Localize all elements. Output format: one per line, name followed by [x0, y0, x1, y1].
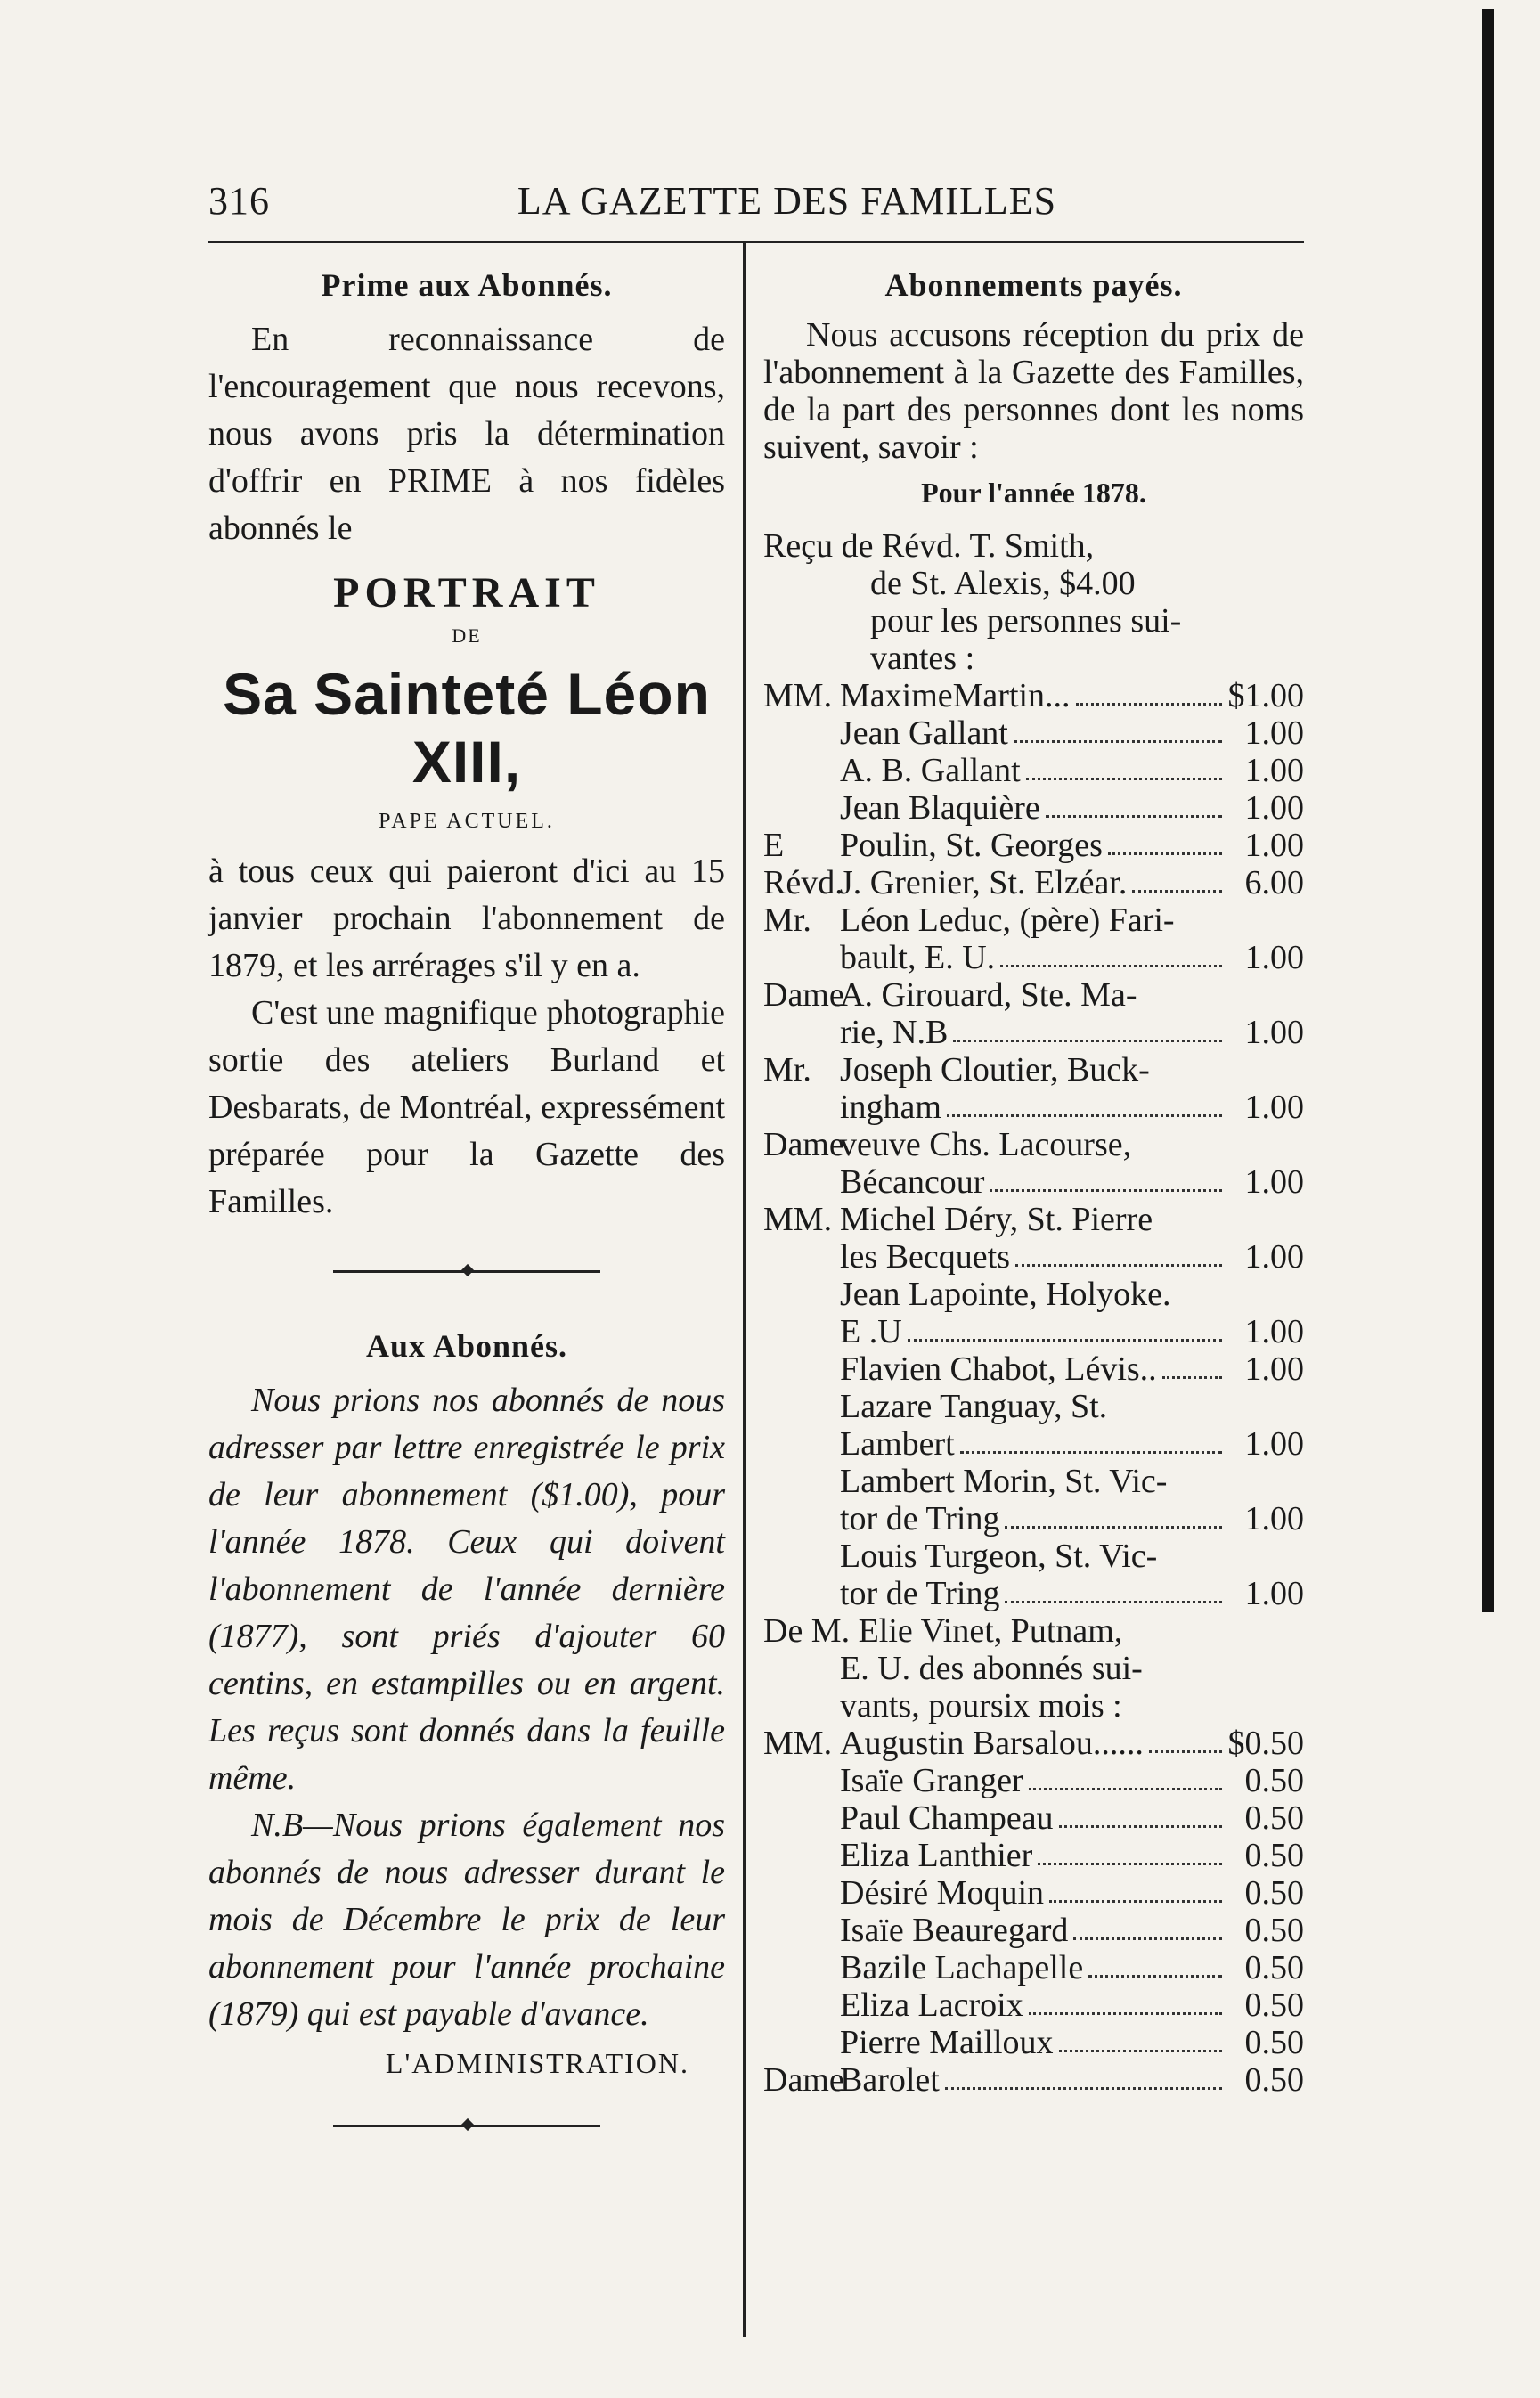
list-item — [763, 1762, 1304, 1799]
list-item — [763, 939, 1304, 976]
entry-amount: 1.00 — [1244, 827, 1304, 864]
list-item — [763, 1089, 1304, 1126]
entry-name: Jean Blaquière — [840, 789, 1040, 827]
entry-amount: 1.00 — [1244, 1500, 1304, 1537]
year-subheading: Pour l'année 1878. — [921, 477, 1146, 509]
entry-name: Poulin, St. Georges — [840, 827, 1103, 864]
entry-amount: 1.00 — [1244, 1313, 1304, 1350]
list-item — [763, 1014, 1304, 1051]
list-item — [763, 2061, 1304, 2099]
entry-amount: 1.00 — [1244, 1238, 1304, 1276]
list-item — [763, 1313, 1304, 1350]
list-item — [763, 1537, 1304, 1575]
entry-name: Barolet — [840, 2061, 940, 2099]
list-item — [763, 752, 1304, 789]
leader-dots — [1038, 1863, 1222, 1865]
leader-dots — [1049, 1900, 1222, 1903]
list-item — [763, 789, 1304, 827]
recu-cont-1: de St. Alexis, $4.00 — [870, 565, 1136, 602]
entry-name: Désiré Moquin — [840, 1874, 1045, 1912]
vinet-line-1: De M. Elie Vinet, Putnam, — [763, 1612, 1123, 1650]
recu-cont-2: pour les personnes sui- — [870, 602, 1182, 640]
payments-heading: Abonnements payés. — [884, 267, 1183, 303]
list-item — [763, 1949, 1304, 1986]
entry-name: Lambert — [840, 1425, 955, 1463]
list-item — [763, 1500, 1304, 1537]
leader-dots — [1029, 2012, 1222, 2015]
leader-dots — [1162, 1376, 1222, 1379]
entry-prefix: Dame — [763, 976, 844, 1014]
leader-dots — [1132, 890, 1222, 893]
pope-name: Sa Sainteté Léon XIII, — [223, 661, 711, 795]
list-item — [763, 1425, 1304, 1463]
entry-amount: 1.00 — [1244, 1089, 1304, 1126]
list-item — [763, 864, 1304, 901]
entry-name: Michel Déry, St. Pierre — [840, 1201, 1153, 1238]
entry-name: E .U — [840, 1313, 902, 1350]
leader-dots — [960, 1451, 1222, 1454]
entry-amount: 1.00 — [1244, 1163, 1304, 1201]
entry-amount: 1.00 — [1244, 1425, 1304, 1463]
entry-name: Lambert Morin, St. Vic- — [840, 1463, 1168, 1500]
payments-intro: Nous accusons réception du prix de l'abonnement à la Gazette des Familles, de la part des personnes dont les noms suivent, savoir : — [763, 316, 1304, 466]
entry-amount: 1.00 — [1244, 714, 1304, 752]
entry-amount: 1.00 — [1244, 1014, 1304, 1051]
entry-name: MaximeMartin... — [840, 677, 1071, 714]
list-item — [763, 1350, 1304, 1388]
entry-name: J. Grenier, St. Elzéar. — [840, 864, 1128, 901]
page-edge-shadow — [1482, 9, 1494, 1612]
leader-dots — [1108, 852, 1222, 855]
entry-amount: 0.50 — [1244, 1837, 1304, 1874]
gazette-page — [208, 178, 1304, 2337]
photo-paragraph: C'est une magnifique photographie sortie des ateliers Burland et Desbarats, de Montréal, expressément préparée pour la Gazette des Familles. — [208, 994, 725, 1220]
leader-dots — [1029, 1788, 1222, 1790]
leader-dots — [1015, 1264, 1222, 1267]
list-item — [763, 1051, 1304, 1089]
entry-name: Léon Leduc, (père) Fari- — [840, 901, 1175, 939]
entry-name: Jean Lapointe, Holyoke. — [840, 1276, 1171, 1313]
leader-dots — [1088, 1975, 1222, 1978]
right-column — [746, 243, 1304, 2337]
signature: L'ADMINISTRATION. — [385, 2047, 689, 2079]
list-item — [763, 901, 1304, 939]
entry-amount: 1.00 — [1244, 1350, 1304, 1388]
entry-prefix: Révd. — [763, 864, 843, 901]
entry-prefix: E — [763, 827, 785, 864]
entry-name: Flavien Chabot, Lévis.. — [840, 1350, 1157, 1388]
leader-dots — [947, 1114, 1222, 1117]
entry-amount: 1.00 — [1244, 1575, 1304, 1612]
list-item — [763, 827, 1304, 864]
vinet-line-3: vants, poursix mois : — [840, 1687, 1122, 1725]
payments-list-six-months — [763, 1725, 1304, 2099]
entry-name: Louis Turgeon, St. Vic- — [840, 1537, 1158, 1575]
entry-name: rie, N.B — [840, 1014, 949, 1051]
entry-amount: 0.50 — [1244, 1762, 1304, 1799]
entry-prefix: Mr. — [763, 901, 811, 939]
entry-amount: 0.50 — [1244, 1874, 1304, 1912]
entry-prefix: MM. — [763, 677, 833, 714]
list-item — [763, 1799, 1304, 1837]
page-header — [208, 178, 1304, 235]
entry-name: Augustin Barsalou...... — [840, 1725, 1144, 1762]
leader-dots — [1014, 740, 1222, 743]
list-item — [763, 1388, 1304, 1425]
aux-paragraph: Nous prions nos abonnés de nous adresser par lettre enregistrée le prix de leur abonnement ($1.00), pour l'année 1878. Ceux qui doivent l'abonnement de l'année dernière (1877), sont priés d'ajouter 60 centins, en estampilles ou en argent. Les reçus sont donnés dans la feuille même. — [208, 1382, 725, 1797]
entry-name: bault, E. U. — [840, 939, 996, 976]
entry-name: les Becquets — [840, 1238, 1011, 1276]
leader-dots — [1000, 965, 1222, 967]
entry-prefix: Mr. — [763, 1051, 811, 1089]
entry-name: Joseph Cloutier, Buck- — [840, 1051, 1150, 1089]
list-item — [763, 1201, 1304, 1238]
entry-name: veuve Chs. Lacourse, — [840, 1126, 1132, 1163]
entry-name: Eliza Lanthier — [840, 1837, 1033, 1874]
list-item — [763, 1986, 1304, 2024]
ornament-divider — [333, 1258, 600, 1285]
aux-body — [208, 1377, 725, 2038]
entry-prefix: MM. — [763, 1725, 833, 1762]
list-item — [763, 1575, 1304, 1612]
entry-name: tor de Tring — [840, 1500, 1000, 1537]
entry-amount: 6.00 — [1244, 864, 1304, 901]
entry-name: Lazare Tanguay, St. — [840, 1388, 1108, 1425]
list-item — [763, 1912, 1304, 1949]
offer-paragraph: à tous ceux qui paieront d'ici au 15 janvier prochain l'abonnement de 1879, et les arrérages s'il y en a. — [208, 852, 725, 984]
leader-dots — [1059, 2050, 1222, 2052]
entry-name: tor de Tring — [840, 1575, 1000, 1612]
prime-heading: Prime aux Abonnés. — [321, 267, 613, 303]
aux-heading: Aux Abonnés. — [365, 1328, 568, 1364]
list-item — [763, 1837, 1304, 1874]
entry-amount: 1.00 — [1244, 939, 1304, 976]
entry-name: Paul Champeau — [840, 1799, 1054, 1837]
vinet-line-2: E. U. des abonnés sui- — [840, 1650, 1143, 1687]
list-item — [763, 1126, 1304, 1163]
left-column — [208, 243, 743, 2337]
page-number: 316 — [208, 179, 270, 223]
list-item — [763, 1725, 1304, 1762]
list-item — [763, 1874, 1304, 1912]
list-item — [763, 976, 1304, 1014]
list-item — [763, 677, 1304, 714]
entry-prefix: MM. — [763, 1201, 833, 1238]
recu-cont-3: vantes : — [870, 640, 975, 677]
entry-name: Isaïe Beauregard — [840, 1912, 1069, 1949]
entry-name: Eliza Lacroix — [840, 1986, 1023, 2024]
entry-amount: 0.50 — [1244, 1949, 1304, 1986]
entry-name: Jean Gallant — [840, 714, 1008, 752]
leader-dots — [1059, 1825, 1222, 1828]
list-item — [763, 1276, 1304, 1313]
entry-name: Pierre Mailloux — [840, 2024, 1054, 2061]
nb-paragraph: N.B—Nous prions également nos abonnés de nous adresser durant le mois de Décembre le prix de leur abonnement pour l'année prochaine (1879) qui est payable d'avance. — [208, 1807, 725, 2033]
entry-amount: 0.50 — [1244, 1986, 1304, 2024]
payments-list — [763, 677, 1304, 1612]
entry-amount: 0.50 — [1244, 2061, 1304, 2099]
pope-subtitle: PAPE ACTUEL. — [379, 810, 555, 833]
entry-amount: 1.00 — [1244, 752, 1304, 789]
recu-line: Reçu de Révd. T. Smith, — [763, 527, 1095, 565]
entry-amount: $0.50 — [1227, 1725, 1304, 1762]
list-item — [763, 714, 1304, 752]
entry-prefix: Dame — [763, 2061, 844, 2099]
entry-name: Bazile Lachapelle — [840, 1949, 1084, 1986]
leader-dots — [1005, 1601, 1222, 1603]
entry-name: ingham — [840, 1089, 941, 1126]
leader-dots — [908, 1339, 1222, 1342]
leader-dots — [1073, 1937, 1222, 1940]
entry-amount: $1.00 — [1227, 677, 1304, 714]
page-title: LA GAZETTE DES FAMILLES — [517, 179, 1057, 223]
entry-amount: 0.50 — [1244, 1799, 1304, 1837]
entry-amount: 0.50 — [1244, 2024, 1304, 2061]
list-item — [763, 2024, 1304, 2061]
list-item — [763, 1163, 1304, 1201]
leader-dots — [945, 2087, 1222, 2090]
list-item — [763, 1238, 1304, 1276]
leader-dots — [1005, 1526, 1222, 1529]
entry-amount: 1.00 — [1244, 789, 1304, 827]
leader-dots — [953, 1040, 1222, 1042]
entry-name: Isaïe Granger — [840, 1762, 1023, 1799]
entry-amount: 0.50 — [1244, 1912, 1304, 1949]
leader-dots — [1026, 778, 1222, 780]
portrait-title: PORTRAIT — [333, 569, 600, 616]
entry-prefix: Dame — [763, 1126, 844, 1163]
ornament-divider-bottom — [333, 2112, 600, 2139]
portrait-de: DE — [452, 624, 482, 647]
prime-paragraph: En reconnaissance de l'encouragement que nous recevons, nous avons pris la détermination d'offrir en PRIME à nos fidèles abonnés le — [208, 321, 725, 547]
two-column-body — [208, 243, 1304, 2337]
leader-dots — [1076, 703, 1222, 706]
leader-dots — [990, 1189, 1222, 1192]
list-item — [763, 1463, 1304, 1500]
leader-dots — [1149, 1750, 1222, 1753]
entry-name: A. B. Gallant — [840, 752, 1021, 789]
entry-name: A. Girouard, Ste. Ma- — [840, 976, 1137, 1014]
leader-dots — [1046, 815, 1222, 818]
entry-name: Bécancour — [840, 1163, 985, 1201]
